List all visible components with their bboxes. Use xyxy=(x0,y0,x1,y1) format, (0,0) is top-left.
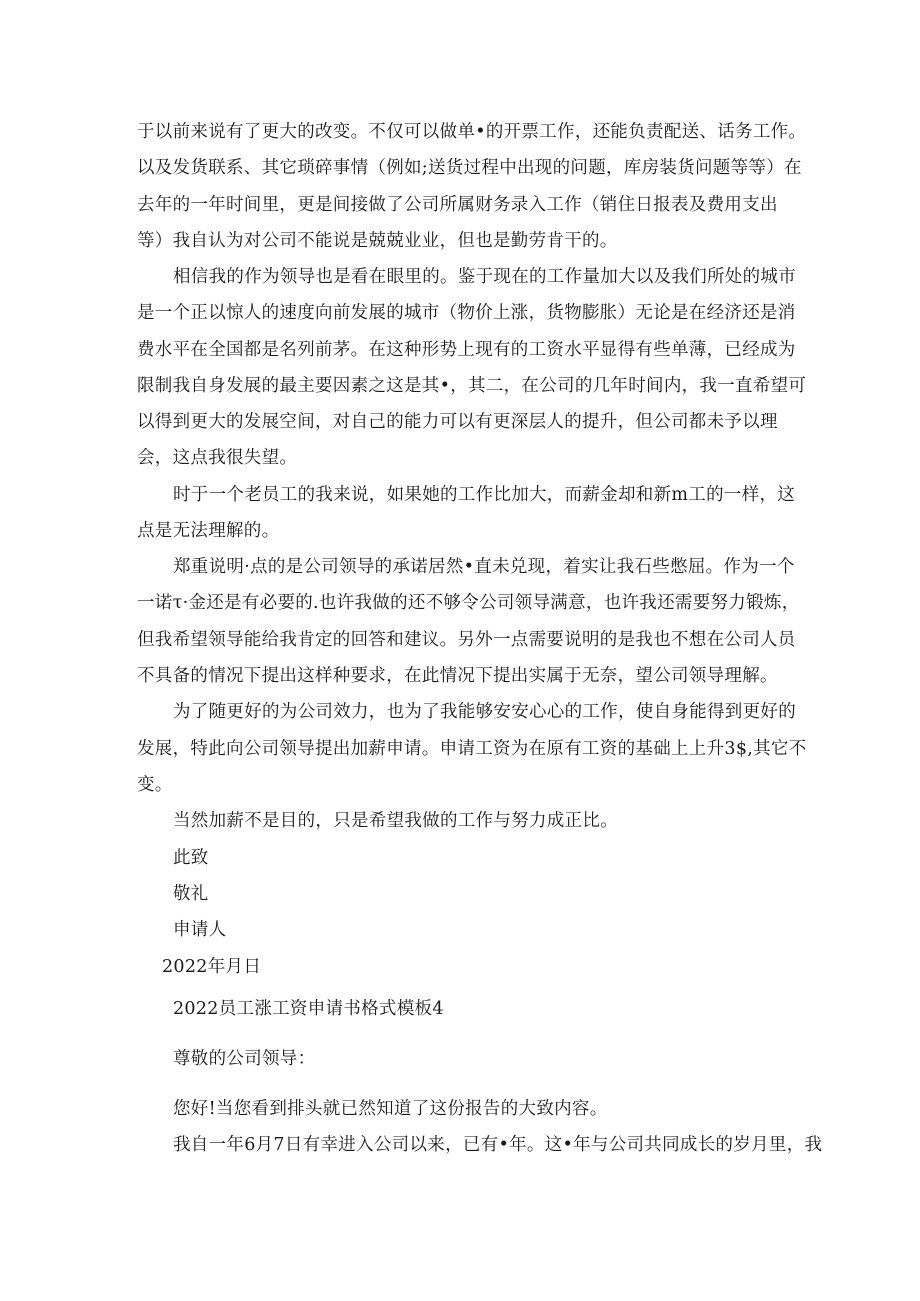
paragraph-line: 您好!当您看到排头就已然知道了这份报告的大致内容。 xyxy=(173,1099,608,1119)
paragraph-line: 不具备的情况下提出这样种要求，在此情况下提出实属于无奈，望公司领导理解。 xyxy=(137,666,778,686)
paragraph-line: 以得到更大的发展空间，对自己的能力可以有更深层人的提升，但公司都未予以理 xyxy=(137,412,778,432)
paragraph-line: 相信我的作为领导也是看在眼里的。鉴于现在的工作量加大以及我们所处的城市 xyxy=(173,267,796,287)
paragraph-line: 郑重说明·点的是公司领导的承诺居然•直未兑现，着实让我石些憋屈。作为一个 xyxy=(173,557,795,577)
section-title: 2022员工涨工资申请书格式模板4 xyxy=(173,999,444,1019)
closing-salutation: 敬礼 xyxy=(173,884,209,904)
applicant-label: 申请人 xyxy=(173,920,227,940)
paragraph-line: 去年的一年时间里，更是间接做了公司所属财务录入工作（销住日报表及费用支出 xyxy=(137,195,778,215)
paragraph-line: 当然加薪不是目的，只是希望我做的工作与努力成正比。 xyxy=(173,811,618,831)
paragraph-line: 一诺τ·金还是有必要的.也许我做的还不够令公司领导满意，也许我还需要努力锻炼， xyxy=(137,593,800,613)
paragraph-line: 会，这点我很失望。 xyxy=(137,448,298,468)
closing-line: 此致 xyxy=(173,848,209,868)
paragraph-line: 点是无法理解的。 xyxy=(137,521,280,541)
date-line: 2022年月日 xyxy=(162,957,262,977)
paragraph-line: 是一个正以惊人的速度向前发展的城市（物价上涨，货物膨胀）无论是在经济还是消 xyxy=(137,303,796,323)
paragraph-line: 我自一年6月7日有幸进入公司以来，已有•年。这•年与公司共同成长的岁月里，我 xyxy=(173,1135,823,1155)
paragraph-line: 以及发货联系、其它琐碎事情（例如;送货过程中出现的问题，库房装货问题等等）在 xyxy=(137,158,802,178)
paragraph-line: 发展，特此向公司领导提出加薪申请。申请工资为在原有工资的基础上上升3$,其它不 xyxy=(137,739,807,759)
paragraph-line: 于以前来说有了更大的改变。不仅可以做单•的开票工作，还能负责配送、话务工作。 xyxy=(137,122,807,142)
paragraph-line: 为了随更好的为公司效力，也为了我能够安安心心的工作，使自身能得到更好的 xyxy=(173,702,796,722)
paragraph-line: 时于一个老员工的我来说，如果她的工作比加大，而薪金却和新m工的一样，这 xyxy=(173,485,796,505)
paragraph-line: 但我希望领导能给我肯定的回答和建议。另外一点需要说明的是我也不想在公司人员 xyxy=(137,630,796,650)
paragraph-line: 限制我自身发展的最主要因素之这是其•，其二，在公司的几年时间内，我一直希望可 xyxy=(137,376,807,396)
paragraph-line: 变。 xyxy=(137,775,173,795)
paragraph-line: 费水平在全国都是名列前茅。在这种形势上现有的工资水平显得有些单薄，已经成为 xyxy=(137,340,796,360)
greeting-line: 尊敬的公司领导： xyxy=(173,1049,316,1069)
paragraph-line: 等）我自认为对公司不能说是兢兢业业，但也是勤劳肯干的。 xyxy=(137,231,618,251)
